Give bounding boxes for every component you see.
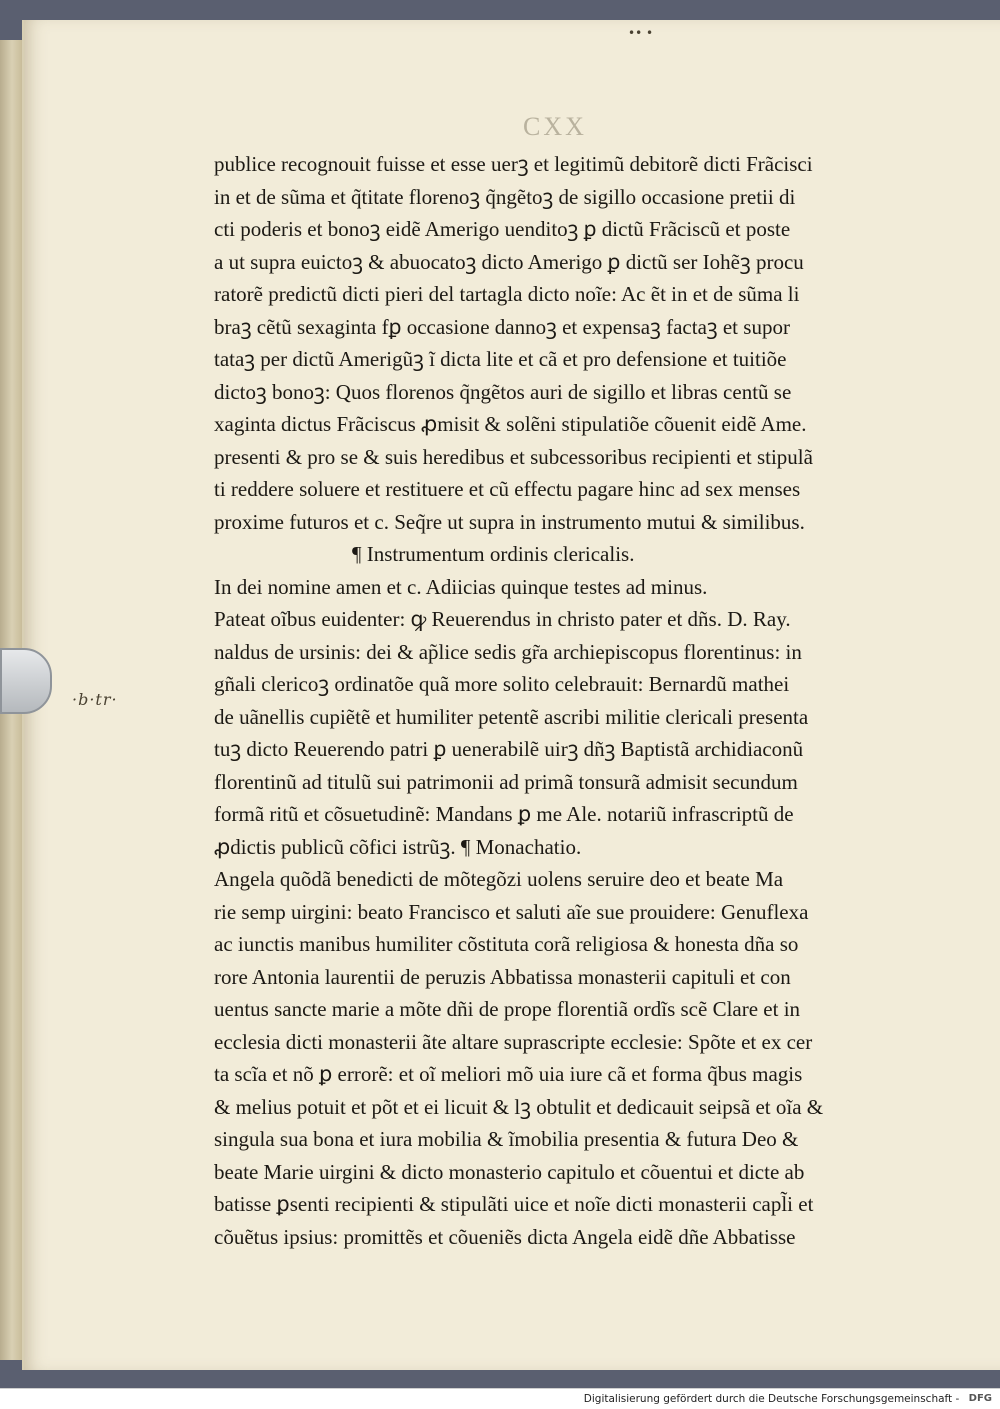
text-line: tataꝫ per dictũ Amerigũꝫ ĩ dicta lite et cã et pro defensione et tuitiõe (214, 347, 787, 371)
text-line: uentus sancte marie a mõte dñi de prope florentiã ordĩs scẽ Clare et in (214, 997, 801, 1021)
text-line: ¶ Instrumentum ordinis clericalis. (352, 542, 635, 566)
text-line: braꝫ cẽtũ sexaginta fꝑ occasione dannoꝫ et expensaꝫ factaꝫ et supor (214, 314, 790, 339)
text-line: cti poderis et bonoꝫ eidẽ Amerigo uenditoꝫ ꝑ dictũ Frãciscũ et poste (214, 217, 791, 241)
text-line: & melius potuit et põt et ei licuit & lꝫ obtulit et dedicauit seipsã et oĩa & (214, 1094, 824, 1119)
text-line: florentinũ ad titulũ sui patrimonii ad primã tonsurã admisit secundum (214, 769, 798, 794)
text-line: cõuẽtus ipsius: promittẽs et cõueniẽs dicta Angela eidẽ dñe Abbatisse (214, 1224, 796, 1249)
folio-number: CXX (523, 112, 587, 141)
text-line: batisse ꝑsenti recipienti & stipulãti uice et noĩe dicti monasterii capl̃i et (214, 1192, 814, 1216)
book-clasp (0, 648, 52, 714)
text-line: tuꝫ dicto Reuerendo patri ꝑ uenerabilẽ uirꝫ dñꝫ Baptistã archidiaconũ (214, 737, 804, 761)
text-line: in et de sũma et q̃titate florenoꝫ q̃ngẽtoꝫ de sigillo occasione pretii di (214, 184, 796, 209)
text-line: ti reddere soluere et restituere et cũ effectu pagare hinc ad sex menses (214, 477, 801, 501)
text-line: rie semp uirgini: beato Francisco et saluti aĩe sue prouidere: Genuflexa (214, 899, 809, 924)
text-line: beate Marie uirgini & dicto monasterio capitulo et cõuentui et dicte ab (214, 1159, 805, 1184)
text-line: formã ritũ et cõsuetudinẽ: Mandans ꝑ me Ale. notariũ infrascriptũ de (214, 802, 794, 826)
text-line: naldus de ursinis: dei & ap̃lice sedis gr̃a archiepiscopus florentinus: in (214, 639, 802, 664)
text-line: gñali clericoꝫ ordinatõe quã more solito celebrauit: Bernardũ mathei (214, 672, 790, 696)
footer-credit: Digitalisierung gefördert durch die Deutsche Forschungsgemeinschaft (583, 1393, 953, 1405)
text-line: de uãnellis cupiẽtẽ et humiliter petentẽ ascribi militie clericali presenta (214, 704, 809, 729)
text-line: rore Antonia laurentii de peruzis Abbatissa monasterii capituli et con (214, 964, 791, 989)
text-line: ta scĩa et nõ ꝑ errorẽ: et oĩ meliori mõ uia iure cã et forma q̃bus magis (214, 1062, 803, 1086)
text-line: Angela quõdã benedicti de mõtegõzi uolens seruire deo et beate Ma (214, 867, 784, 891)
text-line: ecclesia dicti monasterii ãte altare suprascripte ecclesie: Spõte et ex cer (214, 1029, 813, 1054)
dfg-logo-icon: DFG (968, 1393, 992, 1404)
margin-handwriting: ·b·tr· (72, 690, 118, 709)
text-line: publice recognouit fuisse et esse uerꝫ et legitimũ debitorẽ dicti Frãcisci (214, 152, 813, 176)
footer-bar: Digitalisierung gefördert durch die Deutsche Forschungsgemeinschaft - DFG (0, 1388, 1000, 1409)
text-line: Pateat oĩbus euidenter: ꝙ Reuerendus in christo pater et dñs. D. Ray. (214, 607, 791, 631)
text-line: In dei nomine amen et c. Adiicias quinque testes ad minus. (214, 574, 708, 599)
text-line: ꝓdictis publicũ cõfici istrũꝫ. ¶ Monachatio. (214, 834, 582, 859)
text-line: ac iunctis manibus humiliter cõstituta corã religiosa & honesta dña so (214, 932, 799, 956)
text-line: xaginta dictus Frãciscus ꝓmisit & solẽni stipulatiõe cõuenit eidẽ Ame. (214, 412, 807, 436)
text-line: presenti & pro se & suis heredibus et subcessoribus recipienti et stipulã (214, 444, 813, 469)
text-line: a ut supra euictoꝫ & abuocatoꝫ dicto Amerigo ꝑ dictũ ser Iohẽꝫ procu (214, 249, 804, 274)
page-specks: •• • (628, 26, 654, 40)
text-line: ratorẽ predictũ dicti pieri del tartagla dicto noĩe: Ac ẽt in et de sũma li (214, 282, 800, 306)
body-text (214, 148, 884, 1253)
text-line: proxime futuros et c. Seq̃re ut supra in instrumento mutui & similibus. (214, 509, 805, 534)
text-line: singula sua bona et iura mobilia & ĩmobilia presentia & futura Deo & (214, 1127, 799, 1151)
text-line: dictoꝫ bonoꝫ: Quos florenos q̃ngẽtos auri de sigillo et libras centũ se (214, 379, 792, 404)
